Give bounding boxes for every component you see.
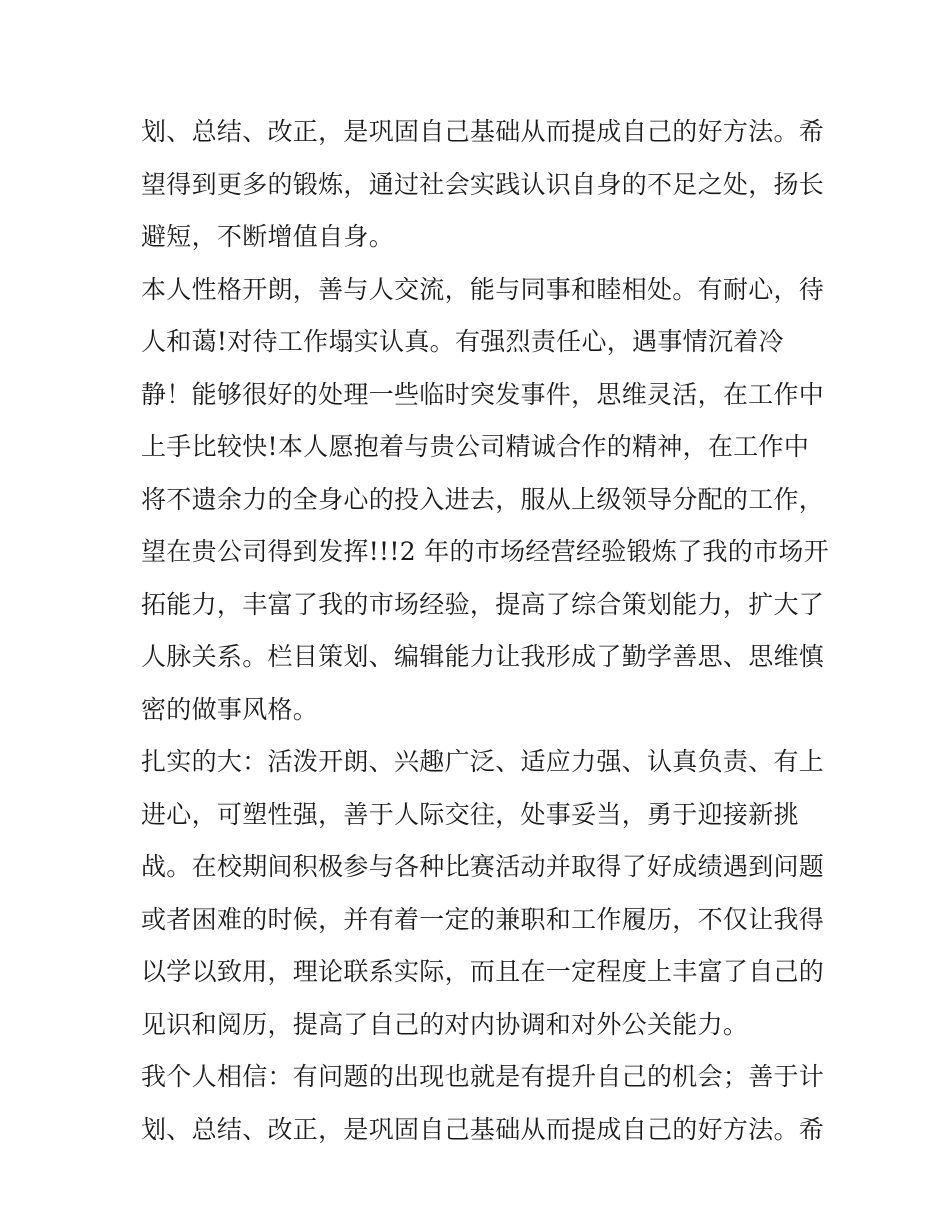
text-line: 静！能够很好的处理一些临时突发事件，思维灵活，在工作中	[141, 379, 825, 409]
text-line: 望在贵公司得到发挥!!!2 年的市场经营经验锻炼了我的市场开	[141, 537, 829, 566]
text-line: 将不遗余力的全身心的投入进去，服从上级领导分配的工作，	[141, 484, 825, 514]
text-line: 拓能力，丰富了我的市场经验，提高了综合策划能力，扩大了	[141, 589, 825, 619]
text-line: 战。在校期间积极参与各种比赛活动并取得了好成绩遇到问题	[141, 852, 825, 881]
text-line: 密的做事风格。	[141, 694, 319, 724]
text-line: 划、总结、改正，是巩固自己基础从而提成自己的好方法。希	[141, 117, 825, 146]
text-line: 避短，不断增值自身。	[141, 222, 395, 251]
text-line: 本人性格开朗，善与人交流，能与同事和睦相处。有耐心，待	[141, 274, 825, 304]
text-line: 人和蔼!对待工作塌实认真。有强烈责任心，遇事情沉着冷	[141, 327, 784, 356]
text-line: 划、总结、改正，是巩固自己基础从而提成自己的好方法。希	[141, 1114, 825, 1144]
text-line: 扎实的大：活泼开朗、兴趣广泛、适应力强、认真负责、有上	[141, 747, 825, 776]
document-body	[141, 106, 829, 1156]
text-line: 上手比较快!本人愿抱着与贵公司精诚合作的精神，在工作中	[141, 432, 810, 461]
text-line: 或者困难的时候，并有着一定的兼职和工作履历，不仅让我得	[141, 904, 825, 934]
text-line: 以学以致用，理论联系实际，而且在一定程度上丰富了自己的	[141, 957, 825, 986]
text-line: 人脉关系。栏目策划、编辑能力让我形成了勤学善思、思维慎	[141, 642, 825, 671]
text-line: 望得到更多的锻炼，通过社会实践认识自身的不足之处，扬长	[141, 169, 825, 199]
text-line: 我个人相信：有问题的出现也就是有提升自己的机会；善于计	[141, 1062, 825, 1091]
text-line: 见识和阅历，提高了自己的对内协调和对外公关能力。	[141, 1009, 749, 1039]
text-line: 进心，可塑性强，善于人际交往，处事妥当，勇于迎接新挑	[141, 799, 799, 829]
